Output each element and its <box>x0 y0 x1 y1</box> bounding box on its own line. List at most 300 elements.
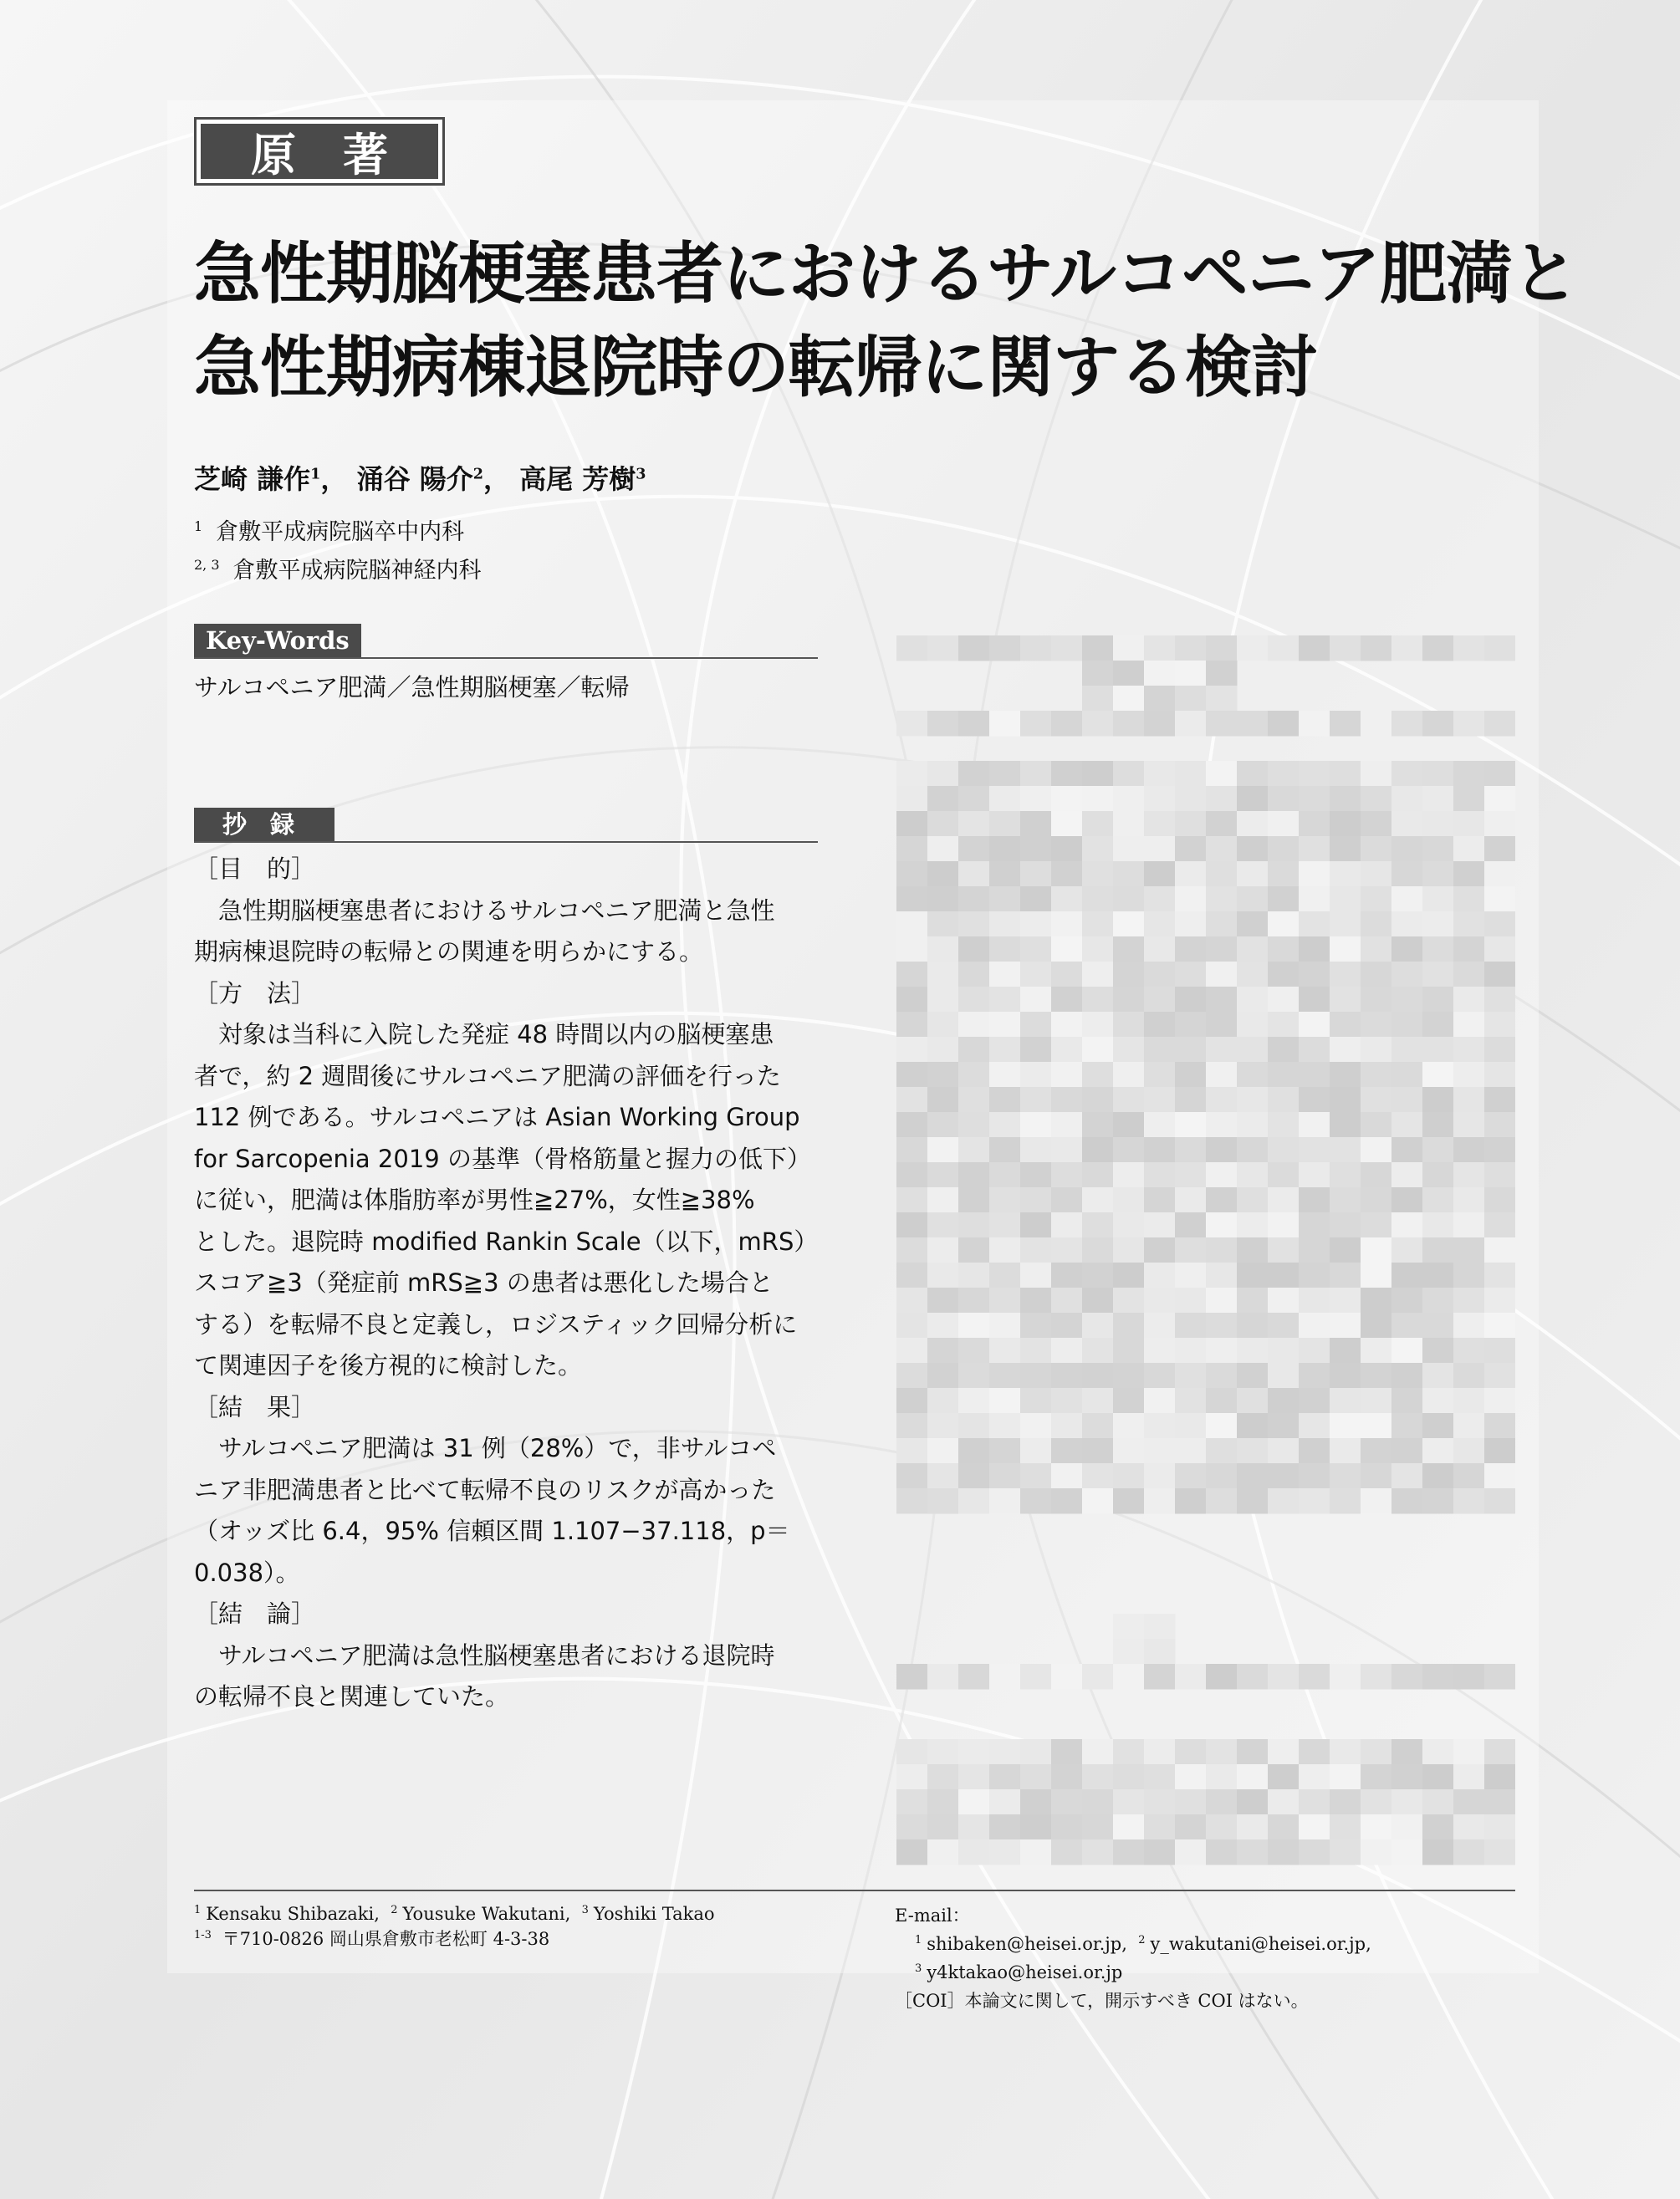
mosaic-tile <box>1330 962 1361 987</box>
mosaic-tile <box>896 761 928 787</box>
mosaic-tile <box>1361 1187 1392 1213</box>
mosaic-tile <box>896 911 928 937</box>
mosaic-tile <box>896 711 928 737</box>
mosaic-tile <box>1020 1037 1052 1063</box>
mosaic-tile <box>1237 886 1269 912</box>
affiliation-line <box>194 552 482 590</box>
mosaic-tile <box>1144 1012 1176 1038</box>
mosaic-tile <box>1113 1087 1145 1113</box>
mosaic-tile <box>1484 1338 1515 1364</box>
mosaic-tile <box>958 1764 990 1790</box>
mosaic-tile <box>1453 1463 1485 1489</box>
mosaic-tile <box>1051 911 1083 937</box>
mosaic-tile <box>1453 1764 1485 1790</box>
mosaic-tile <box>1051 987 1083 1013</box>
mosaic-tile <box>958 1212 990 1238</box>
mosaic-tile <box>1144 1137 1176 1163</box>
mosaic-tile <box>1268 1338 1300 1364</box>
mosaic-tile <box>1299 1814 1330 1840</box>
mosaic-tile <box>1051 1438 1083 1464</box>
mosaic-tile <box>989 836 1021 862</box>
mosaic-tile <box>958 1313 990 1339</box>
mosaic-tile <box>1020 1413 1052 1439</box>
mosaic-tile <box>1484 1112 1515 1138</box>
mosaic-tile <box>1144 661 1176 686</box>
mosaic-tile <box>1206 1338 1238 1364</box>
mosaic-tile <box>1268 786 1300 812</box>
mosaic-tile <box>1051 1012 1083 1038</box>
mosaic-tile <box>927 886 959 912</box>
mosaic-tile <box>1361 1764 1392 1790</box>
abstract-line: 対象は当科に入院した発症 48 時間以内の脳梗塞患 <box>194 1020 774 1048</box>
mosaic-tile <box>1175 1288 1207 1314</box>
mosaic-tile <box>1144 1438 1176 1464</box>
mosaic-tile <box>1361 1789 1392 1815</box>
mosaic-tile <box>1082 1137 1114 1163</box>
email-address[interactable]: y4ktakao@heisei.or.jp <box>927 1962 1123 1982</box>
mosaic-tile <box>1330 1062 1361 1088</box>
mosaic-tile <box>1206 1664 1238 1690</box>
mosaic-tile <box>1484 635 1515 661</box>
abstract-line: スコア≧3（発症前 mRS≧3 の患者は悪化した場合と <box>194 1268 774 1297</box>
mosaic-tile <box>1082 1062 1114 1088</box>
mosaic-tile <box>1391 635 1423 661</box>
mosaic-tile <box>1391 911 1423 937</box>
mosaic-tile <box>1268 1388 1300 1414</box>
mosaic-tile <box>1020 886 1052 912</box>
mosaic-tile <box>1206 686 1238 712</box>
mosaic-tile <box>1391 711 1423 737</box>
mosaic-tile <box>1020 1814 1052 1840</box>
mosaic-tile <box>927 711 959 737</box>
mosaic-tile <box>1422 1212 1454 1238</box>
mosaic-tile <box>1391 1137 1423 1163</box>
mosaic-tile <box>1175 936 1207 962</box>
mosaic-tile <box>1453 861 1485 887</box>
mosaic-tile <box>1020 836 1052 862</box>
mosaic-tile <box>1268 1488 1300 1514</box>
abstract-line: 0.038）。 <box>194 1558 300 1587</box>
mosaic-tile <box>1268 1162 1300 1188</box>
mosaic-tile <box>1144 1212 1176 1238</box>
mosaic-tile <box>1020 1463 1052 1489</box>
mosaic-tile <box>1268 1463 1300 1489</box>
mosaic-tile <box>1206 1137 1238 1163</box>
mosaic-tile <box>989 1463 1021 1489</box>
mosaic-tile <box>1113 1263 1145 1288</box>
mosaic-tile <box>1453 1363 1485 1389</box>
mosaic-tile <box>989 1162 1021 1188</box>
mosaic-tile <box>1020 1162 1052 1188</box>
mosaic-tile <box>989 1739 1021 1765</box>
mosaic-tile <box>1237 761 1269 787</box>
mosaic-tile <box>1391 786 1423 812</box>
mosaic-tile <box>1082 962 1114 987</box>
mosaic-tile <box>1175 886 1207 912</box>
mosaic-tile <box>1175 711 1207 737</box>
mosaic-tile <box>1144 1789 1176 1815</box>
mosaic-tile <box>1330 635 1361 661</box>
mosaic-tile <box>1206 786 1238 812</box>
affiliations <box>194 513 482 590</box>
mosaic-tile <box>989 761 1021 787</box>
email-mark: 3 <box>915 1962 922 1975</box>
mosaic-tile <box>896 886 928 912</box>
mosaic-tile <box>1391 1438 1423 1464</box>
mosaic-tile <box>958 1438 990 1464</box>
author-name: 涌谷 陽介 <box>356 463 473 495</box>
mosaic-tile <box>1082 886 1114 912</box>
mosaic-tile <box>1484 1087 1515 1113</box>
mosaic-tile <box>896 1463 928 1489</box>
mosaic-tile <box>1422 1438 1454 1464</box>
abstract-heading-label: 抄録 <box>194 808 334 841</box>
mosaic-tile <box>958 886 990 912</box>
name-mark: 3 <box>581 1904 589 1916</box>
mosaic-tile <box>1268 1062 1300 1088</box>
mosaic-tile <box>1299 786 1330 812</box>
mosaic-tile <box>1144 1388 1176 1414</box>
affiliation-text: 倉敷平成病院脳神経内科 <box>232 558 482 584</box>
mosaic-tile <box>1206 1162 1238 1188</box>
mosaic-tile <box>1330 1288 1361 1314</box>
mosaic-tile <box>1020 1338 1052 1364</box>
mosaic-tile <box>989 1288 1021 1314</box>
mosaic-tile <box>1051 1087 1083 1113</box>
abstract-line: て関連因子を後方視的に検討した。 <box>194 1351 583 1380</box>
mosaic-tile <box>1299 1338 1330 1364</box>
mosaic-tile <box>1330 786 1361 812</box>
mosaic-tile <box>1361 1363 1392 1389</box>
mosaic-tile <box>1484 836 1515 862</box>
mosaic-tile <box>1020 1087 1052 1113</box>
mosaic-tile <box>927 1313 959 1339</box>
mosaic-tile <box>927 1112 959 1138</box>
mosaic-tile <box>1020 761 1052 787</box>
mosaic-tile <box>1020 786 1052 812</box>
footer-divider <box>194 1890 1515 1891</box>
mosaic-tile <box>1020 1288 1052 1314</box>
mosaic-tile <box>1453 711 1485 737</box>
mosaic-tile <box>1175 1313 1207 1339</box>
mosaic-tile <box>989 936 1021 962</box>
mosaic-tile <box>1484 987 1515 1013</box>
mosaic-tile <box>1268 911 1300 937</box>
mosaic-tile <box>1453 1137 1485 1163</box>
footer-author-info <box>194 1901 715 1952</box>
mosaic-tile <box>1330 1212 1361 1238</box>
mosaic-tile <box>958 1037 990 1063</box>
mosaic-tile <box>1175 1488 1207 1514</box>
mosaic-tile <box>1237 911 1269 937</box>
mosaic-tile <box>1175 1463 1207 1489</box>
mosaic-tile <box>1113 1112 1145 1138</box>
mosaic-tile <box>1237 987 1269 1013</box>
mosaic-tile <box>1144 1263 1176 1288</box>
mosaic-tile <box>1082 1739 1114 1765</box>
mosaic-tile <box>989 1137 1021 1163</box>
mosaic-tile <box>1422 811 1454 837</box>
mosaic-tile <box>989 911 1021 937</box>
mosaic-tile <box>1361 911 1392 937</box>
mosaic-tile <box>1051 1789 1083 1815</box>
mosaic-tile <box>1051 811 1083 837</box>
mosaic-tile <box>1299 711 1330 737</box>
mosaic-tile <box>1082 1338 1114 1364</box>
mosaic-tile <box>1051 761 1083 787</box>
keywords-text: サルコペニア肥満／急性期脳梗塞／転帰 <box>194 673 630 702</box>
mosaic-tile <box>1361 811 1392 837</box>
abstract-heading <box>194 808 818 843</box>
mosaic-tile <box>1051 1212 1083 1238</box>
mosaic-tile <box>1113 786 1145 812</box>
mosaic-tile <box>1237 962 1269 987</box>
mosaic-tile <box>1113 1012 1145 1038</box>
mosaic-tile <box>1484 1037 1515 1063</box>
mosaic-tile <box>927 761 959 787</box>
mosaic-tile <box>1144 1413 1176 1439</box>
mosaic-tile <box>1237 1488 1269 1514</box>
mosaic-tile <box>1422 1814 1454 1840</box>
mosaic-tile <box>1237 1814 1269 1840</box>
mosaic-tile <box>1020 1112 1052 1138</box>
mosaic-tile <box>1206 1438 1238 1464</box>
mosaic-tile <box>1020 1137 1052 1163</box>
mosaic-tile <box>989 1087 1021 1113</box>
mosaic-tile <box>1020 861 1052 887</box>
mosaic-tile <box>1453 1288 1485 1314</box>
mosaic-tile <box>927 1162 959 1188</box>
mosaic-tile <box>1175 861 1207 887</box>
mosaic-tile <box>1206 661 1238 686</box>
email-address[interactable]: y_wakutani@heisei.or.jp <box>1150 1934 1366 1954</box>
mosaic-tile <box>1330 1739 1361 1765</box>
mosaic-tile <box>1113 711 1145 737</box>
mosaic-tile <box>1361 962 1392 987</box>
mosaic-tile <box>1299 861 1330 887</box>
mosaic-tile <box>1020 987 1052 1013</box>
mosaic-tile <box>1020 1839 1052 1865</box>
mosaic-tile <box>989 1313 1021 1339</box>
mosaic-tile <box>1051 1839 1083 1865</box>
mosaic-tile <box>1082 1187 1114 1213</box>
mosaic-tile <box>896 1814 928 1840</box>
mosaic-tile <box>1299 836 1330 862</box>
mosaic-tile <box>1082 1488 1114 1514</box>
mosaic-tile <box>989 1263 1021 1288</box>
mosaic-tile <box>1113 1739 1145 1765</box>
mosaic-tile <box>1175 1664 1207 1690</box>
abstract-body <box>194 849 818 1718</box>
mosaic-tile <box>1175 811 1207 837</box>
mosaic-tile <box>958 1288 990 1314</box>
abstract-line: サルコペニア肥満は急性脳梗塞患者における退院時 <box>194 1640 775 1670</box>
mosaic-tile <box>1082 1112 1114 1138</box>
mosaic-tile <box>1237 711 1269 737</box>
mosaic-tile <box>1237 1388 1269 1414</box>
mosaic-tile <box>927 1137 959 1163</box>
mosaic-tile <box>1082 911 1114 937</box>
mosaic-tile <box>958 1062 990 1088</box>
mosaic-tile <box>1330 836 1361 862</box>
mosaic-tile <box>1237 1162 1269 1188</box>
mosaic-tile <box>1113 1338 1145 1364</box>
mosaic-tile <box>1237 1764 1269 1790</box>
mosaic-tile <box>1237 1664 1269 1690</box>
mosaic-tile <box>989 1338 1021 1364</box>
mosaic-tile <box>1082 1212 1114 1238</box>
mosaic-tile <box>1206 886 1238 912</box>
mosaic-tile <box>989 861 1021 887</box>
mosaic-tile <box>1175 1438 1207 1464</box>
mosaic-tile <box>927 1839 959 1865</box>
mosaic-tile <box>1330 1438 1361 1464</box>
mosaic-tile <box>896 1012 928 1038</box>
mosaic-tile <box>927 1463 959 1489</box>
mosaic-tile <box>896 1789 928 1815</box>
mosaic-tile <box>896 811 928 837</box>
mosaic-tile <box>1020 936 1052 962</box>
mosaic-tile <box>1361 1012 1392 1038</box>
mosaic-tile <box>1422 1413 1454 1439</box>
mosaic-tile <box>1391 1388 1423 1414</box>
mosaic-tile <box>896 786 928 812</box>
mosaic-tile <box>896 1187 928 1213</box>
mosaic-tile <box>927 1388 959 1414</box>
email-address[interactable]: shibaken@heisei.or.jp <box>927 1934 1122 1954</box>
mosaic-tile <box>1082 1012 1114 1038</box>
mosaic-tile <box>1453 761 1485 787</box>
mosaic-tile <box>1391 962 1423 987</box>
mosaic-tile <box>1268 1664 1300 1690</box>
mosaic-tile <box>1206 1237 1238 1263</box>
mosaic-tile <box>1391 1263 1423 1288</box>
mosaic-tile <box>1361 711 1392 737</box>
mosaic-tile <box>1268 1187 1300 1213</box>
mosaic-tile <box>1484 1012 1515 1038</box>
mosaic-tile <box>958 761 990 787</box>
mosaic-tile <box>958 1263 990 1288</box>
mosaic-tile <box>1113 886 1145 912</box>
mosaic-tile <box>896 635 928 661</box>
name-mark: 1 <box>194 1904 202 1916</box>
mosaic-tile <box>1144 1739 1176 1765</box>
mosaic-tile <box>1391 1814 1423 1840</box>
mosaic-tile <box>1237 1438 1269 1464</box>
mosaic-tile <box>927 836 959 862</box>
mosaic-tile <box>896 1664 928 1690</box>
mosaic-tile <box>1020 1388 1052 1414</box>
mosaic-tile <box>1020 811 1052 837</box>
mosaic-tile <box>1206 1062 1238 1088</box>
mosaic-tile <box>1422 1237 1454 1263</box>
mosaic-tile <box>1361 987 1392 1013</box>
mosaic-tile <box>1082 686 1114 712</box>
mosaic-tile <box>1237 861 1269 887</box>
mosaic-tile <box>1020 1313 1052 1339</box>
mosaic-tile <box>1361 1112 1392 1138</box>
mosaic-tile <box>1391 861 1423 887</box>
english-name: Yoshiki Takao <box>593 1904 715 1924</box>
mosaic-tile <box>1144 1288 1176 1314</box>
mosaic-tile <box>927 1363 959 1389</box>
mosaic-tile <box>896 1313 928 1339</box>
mosaic-tile <box>1144 1062 1176 1088</box>
mosaic-tile <box>1484 1212 1515 1238</box>
mosaic-tile <box>1330 1037 1361 1063</box>
mosaic-tile <box>1206 1313 1238 1339</box>
abstract-section-heading: ［方 法］ <box>194 978 316 1008</box>
mosaic-tile <box>1361 1338 1392 1364</box>
mosaic-tile <box>1082 786 1114 812</box>
mosaic-tile <box>1299 1839 1330 1865</box>
mosaic-tile <box>1144 1162 1176 1188</box>
mosaic-tile <box>1361 1839 1392 1865</box>
mosaic-tile <box>1113 936 1145 962</box>
mosaic-tile <box>1082 1438 1114 1464</box>
mosaic-tile <box>1391 987 1423 1013</box>
mosaic-tile <box>1020 911 1052 937</box>
mosaic-tile <box>1113 635 1145 661</box>
mosaic-tile <box>958 1137 990 1163</box>
mosaic-tile <box>1237 1363 1269 1389</box>
mosaic-tile <box>1453 811 1485 837</box>
mosaic-tile <box>1330 1764 1361 1790</box>
mosaic-tile <box>1361 1062 1392 1088</box>
mosaic-tile <box>1391 1187 1423 1213</box>
mosaic-tile <box>1175 836 1207 862</box>
mosaic-tile <box>1361 1087 1392 1113</box>
mosaic-tile <box>1051 1313 1083 1339</box>
mosaic-tile <box>1113 1839 1145 1865</box>
mosaic-tile <box>1268 1789 1300 1815</box>
title-line-1: 急性期脳梗塞患者におけるサルコペニア肥満と <box>194 235 1578 313</box>
mosaic-tile <box>1361 635 1392 661</box>
name-mark: 2 <box>391 1904 398 1916</box>
mosaic-tile <box>958 1739 990 1765</box>
mosaic-tile <box>1175 661 1207 686</box>
mosaic-tile <box>1330 711 1361 737</box>
mosaic-tile <box>1175 1162 1207 1188</box>
mosaic-tile <box>1484 786 1515 812</box>
mosaic-tile <box>1113 1313 1145 1339</box>
mosaic-tile <box>1391 1162 1423 1188</box>
mosaic-tile <box>989 962 1021 987</box>
mosaic-tile <box>1144 1488 1176 1514</box>
mosaic-tile <box>1113 1062 1145 1088</box>
mosaic-tile <box>958 1012 990 1038</box>
mosaic-tile <box>1237 1313 1269 1339</box>
author-name: 高尾 芳樹 <box>519 463 636 495</box>
mosaic-tile <box>896 1338 928 1364</box>
mosaic-tile <box>1330 1012 1361 1038</box>
mosaic-tile <box>927 811 959 837</box>
mosaic-tile <box>1051 1288 1083 1314</box>
mosaic-tile <box>1051 1463 1083 1489</box>
mosaic-tile <box>1453 786 1485 812</box>
mosaic-tile <box>1237 1062 1269 1088</box>
mosaic-tile <box>1020 711 1052 737</box>
email-line: $^1$ shibaken@heisei.or.jp, $^2$ y_wakutani@heisei.or.jp, <box>915 1934 1371 1954</box>
mosaic-tile <box>1299 1438 1330 1464</box>
mosaic-tile <box>1422 1739 1454 1765</box>
mosaic-tile <box>1144 1664 1176 1690</box>
mosaic-tile <box>1237 1263 1269 1288</box>
mosaic-tile <box>1299 1739 1330 1765</box>
mosaic-tile <box>1484 1263 1515 1288</box>
mosaic-tile <box>1422 962 1454 987</box>
mosaic-tile <box>1391 811 1423 837</box>
